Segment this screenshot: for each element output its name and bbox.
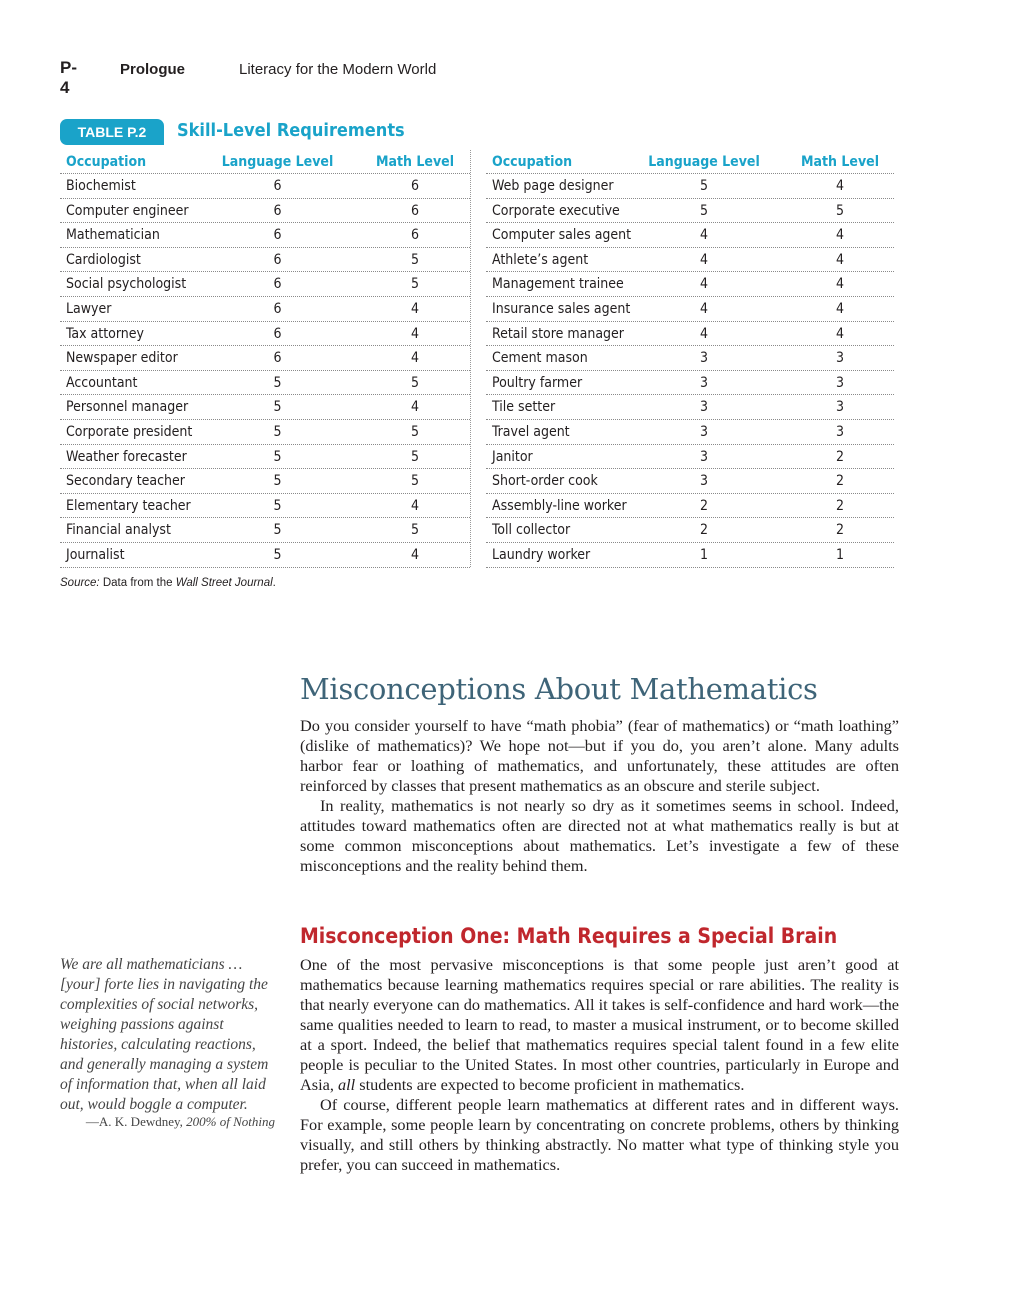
language-level-cell: 1 xyxy=(699,546,708,563)
language-level-cell: 4 xyxy=(699,325,708,342)
language-level-cell: 5 xyxy=(273,497,282,514)
table-row xyxy=(60,420,470,445)
occupation-cell: Janitor xyxy=(492,448,533,465)
occupation-cell: Web page designer xyxy=(492,178,614,194)
occupation-cell: Cardiologist xyxy=(66,251,141,268)
math-level-cell: 4 xyxy=(835,251,844,268)
table-title: Skill-Level Requirements xyxy=(177,120,405,141)
math-level-cell: 4 xyxy=(835,276,844,293)
math-level-cell: 1 xyxy=(835,546,844,563)
language-level-cell: 2 xyxy=(699,497,708,514)
source-text: Data from the xyxy=(99,577,176,589)
table-row xyxy=(486,248,894,273)
occupation-cell: Elementary teacher xyxy=(66,497,191,514)
section-name: Prologue xyxy=(120,61,186,78)
language-level-cell: 4 xyxy=(699,251,708,268)
table-row xyxy=(60,297,470,322)
column-header-occupation: Occupation xyxy=(492,154,573,170)
table-row xyxy=(60,272,470,297)
column-header-language: Language Level xyxy=(221,154,334,170)
table-row xyxy=(486,518,894,543)
table-row xyxy=(486,272,894,297)
math-level-cell: 4 xyxy=(410,350,419,367)
math-level-cell: 2 xyxy=(835,497,844,514)
table-row xyxy=(60,248,470,273)
section-heading: Misconceptions About Mathematics xyxy=(300,672,818,706)
occupation-cell: Management trainee xyxy=(492,276,624,293)
occupation-cell: Personnel manager xyxy=(66,399,189,416)
source-prefix: Source: xyxy=(60,577,100,589)
column-header-math: Math Level xyxy=(375,154,455,170)
language-level-cell: 6 xyxy=(273,325,282,342)
emphasis-all: all xyxy=(337,1075,356,1094)
table-row xyxy=(486,395,894,420)
language-level-cell: 6 xyxy=(273,350,282,367)
occupation-cell: Corporate executive xyxy=(492,202,620,219)
math-level-cell: 4 xyxy=(835,227,844,244)
table-row xyxy=(60,346,470,371)
table-source xyxy=(60,577,276,589)
occupation-cell: Assembly-line worker xyxy=(492,497,627,514)
table-row xyxy=(486,420,894,445)
math-level-cell: 5 xyxy=(410,374,419,391)
occupation-cell: Social psychologist xyxy=(66,276,187,293)
occupation-cell: Accountant xyxy=(66,374,138,391)
math-level-cell: 3 xyxy=(835,374,844,391)
page-number: P-4 xyxy=(60,58,77,97)
table-row xyxy=(486,297,894,322)
table-row xyxy=(486,371,894,396)
table-row xyxy=(486,543,894,568)
table-header-row xyxy=(60,150,470,174)
math-level-cell: 5 xyxy=(410,276,419,293)
table-row xyxy=(60,223,470,248)
math-level-cell: 4 xyxy=(410,399,419,416)
language-level-cell: 3 xyxy=(699,423,708,440)
math-level-cell: 5 xyxy=(410,423,419,440)
language-level-cell: 6 xyxy=(273,227,282,244)
source-publication: Wall Street Journal xyxy=(175,577,273,589)
table-row xyxy=(486,346,894,371)
occupation-cell: Travel agent xyxy=(492,423,570,440)
math-level-cell: 5 xyxy=(410,251,419,268)
language-level-cell: 3 xyxy=(699,473,708,490)
language-level-cell: 5 xyxy=(273,473,282,490)
occupation-cell: Corporate president xyxy=(66,423,193,440)
intro-paragraph-2: In reality, mathematics is not nearly so dry as it sometimes seems in school. Indeed, attitudes toward mathematics often are directed not at what mathematics really is but at some common misconceptions about mathematics. Let’s investigate a few of these misconceptions and the reality behind them. xyxy=(300,796,899,875)
subsection-text xyxy=(300,955,899,1175)
occupation-cell: Secondary teacher xyxy=(66,473,185,490)
table-row xyxy=(60,543,470,568)
skill-table-left xyxy=(60,150,470,568)
occupation-cell: Tax attorney xyxy=(66,325,144,342)
math-level-cell: 2 xyxy=(835,448,844,465)
language-level-cell: 5 xyxy=(273,423,282,440)
subsection-paragraph-1 xyxy=(300,955,899,1095)
occupation-cell: Poultry farmer xyxy=(492,374,583,391)
language-level-cell: 5 xyxy=(273,448,282,465)
language-level-cell: 3 xyxy=(699,350,708,367)
paragraph-text: students are expected to become proficient in mathematics. xyxy=(355,1075,745,1094)
occupation-cell: Journalist xyxy=(66,546,125,563)
occupation-cell: Cement mason xyxy=(492,350,588,367)
math-level-cell: 5 xyxy=(410,448,419,465)
table-row xyxy=(486,223,894,248)
language-level-cell: 2 xyxy=(699,522,708,539)
intro-text xyxy=(300,716,899,876)
language-level-cell: 6 xyxy=(273,300,282,317)
column-header-math: Math Level xyxy=(800,154,880,170)
math-level-cell: 4 xyxy=(410,300,419,317)
occupation-cell: Lawyer xyxy=(66,300,112,317)
table-row xyxy=(60,445,470,470)
math-level-cell: 4 xyxy=(410,546,419,563)
occupation-cell: Biochemist xyxy=(66,178,136,194)
table-row xyxy=(486,445,894,470)
language-level-cell: 5 xyxy=(699,202,708,219)
occupation-cell: Newspaper editor xyxy=(66,350,178,367)
quote-author: —A. K. Dewdney, xyxy=(85,1114,187,1129)
occupation-cell: Toll collector xyxy=(492,522,571,539)
occupation-cell: Insurance sales agent xyxy=(492,300,631,317)
math-level-cell: 4 xyxy=(835,300,844,317)
language-level-cell: 3 xyxy=(699,399,708,416)
table-row xyxy=(60,322,470,347)
table-row xyxy=(60,494,470,519)
language-level-cell: 3 xyxy=(699,374,708,391)
math-level-cell: 4 xyxy=(410,497,419,514)
skill-table-right xyxy=(486,150,894,568)
table-divider xyxy=(470,150,471,567)
math-level-cell: 4 xyxy=(835,325,844,342)
margin-quote: We are all mathematicians … [your] forte lies in navigating the complexities of social networks, weighing passions against histories, calculating reactions, and generally managing a system of information that, when all laid out, would boggle a computer. xyxy=(60,956,269,1113)
table-row xyxy=(60,174,470,199)
table-header-row xyxy=(486,150,894,174)
table-row xyxy=(60,469,470,494)
paragraph-text: One of the most pervasive misconceptions is that some people just aren’t good at mathematics because learning mathematics requires special or rare abilities. The reality is that nearly everyone can do mathematics. All it takes is self-confidence and hard work—the same qualities needed to learn to read, to master a musical instrument, or to become skilled at a sport. Indeed, the belief that mathematics requires special talent found in a few elite people is peculiar to the United States. In most other countries, particularly in Europe and Asia, xyxy=(300,955,899,1094)
column-header-occupation: Occupation xyxy=(66,154,147,170)
table-label: TABLE P.2 xyxy=(60,119,164,145)
math-level-cell: 5 xyxy=(410,522,419,539)
occupation-cell: Mathematician xyxy=(66,227,160,244)
quote-attribution xyxy=(60,1114,275,1130)
occupation-cell: Short-order cook xyxy=(492,473,598,490)
subsection-paragraph-2: Of course, different people learn mathematics at different rates and in different ways. For example, some people learn by concentrating on concrete problems, others by thinking visually, and still others by thinking abstractly. No matter what type of thinking style you prefer, you can succeed in mathematics. xyxy=(300,1095,899,1174)
math-level-cell: 5 xyxy=(835,202,844,219)
quote-work: 200% of Nothing xyxy=(186,1114,275,1129)
occupation-cell: Computer sales agent xyxy=(492,227,632,244)
source-end: . xyxy=(272,577,276,589)
language-level-cell: 4 xyxy=(699,227,708,244)
language-level-cell: 3 xyxy=(699,448,708,465)
math-level-cell: 6 xyxy=(410,227,419,244)
math-level-cell: 5 xyxy=(410,473,419,490)
occupation-cell: Retail store manager xyxy=(492,325,624,342)
occupation-cell: Weather forecaster xyxy=(66,448,187,465)
language-level-cell: 5 xyxy=(273,374,282,391)
language-level-cell: 5 xyxy=(699,178,708,194)
math-level-cell: 2 xyxy=(835,473,844,490)
subsection-heading: Misconception One: Math Requires a Special Brain xyxy=(300,924,838,948)
math-level-cell: 3 xyxy=(835,350,844,367)
table-row xyxy=(60,395,470,420)
table-row xyxy=(486,322,894,347)
math-level-cell: 3 xyxy=(835,423,844,440)
table-row xyxy=(486,199,894,224)
language-level-cell: 5 xyxy=(273,546,282,563)
column-header-language: Language Level xyxy=(648,154,760,170)
table-row xyxy=(486,469,894,494)
math-level-cell: 6 xyxy=(410,178,419,194)
math-level-cell: 4 xyxy=(410,325,419,342)
occupation-cell: Tile setter xyxy=(492,399,556,416)
table-row xyxy=(60,199,470,224)
language-level-cell: 6 xyxy=(273,178,282,194)
chapter-title: Literacy for the Modern World xyxy=(239,61,437,78)
math-level-cell: 6 xyxy=(410,202,419,219)
language-level-cell: 6 xyxy=(273,251,282,268)
table-row xyxy=(486,174,894,199)
table-row xyxy=(60,371,470,396)
language-level-cell: 4 xyxy=(699,300,708,317)
language-level-cell: 6 xyxy=(273,202,282,219)
table-row xyxy=(486,494,894,519)
math-level-cell: 3 xyxy=(835,399,844,416)
math-level-cell: 2 xyxy=(835,522,844,539)
occupation-cell: Financial analyst xyxy=(66,522,171,539)
language-level-cell: 4 xyxy=(699,276,708,293)
table-row xyxy=(60,518,470,543)
occupation-cell: Laundry worker xyxy=(492,546,591,563)
occupation-cell: Athlete’s agent xyxy=(492,251,589,268)
math-level-cell: 4 xyxy=(835,178,844,194)
intro-paragraph-1: Do you consider yourself to have “math phobia” (fear of mathematics) or “math loathing” (dislike of mathematics)? We hope not—but if you do, you aren’t alone. Many adults harbor fear or loathing of mathematics, and unfortunately, these attitudes are often reinforced by classes that present mathematics as an obscure and sterile subject. xyxy=(300,716,899,795)
language-level-cell: 5 xyxy=(273,522,282,539)
language-level-cell: 6 xyxy=(273,276,282,293)
language-level-cell: 5 xyxy=(273,399,282,416)
occupation-cell: Computer engineer xyxy=(66,202,189,219)
